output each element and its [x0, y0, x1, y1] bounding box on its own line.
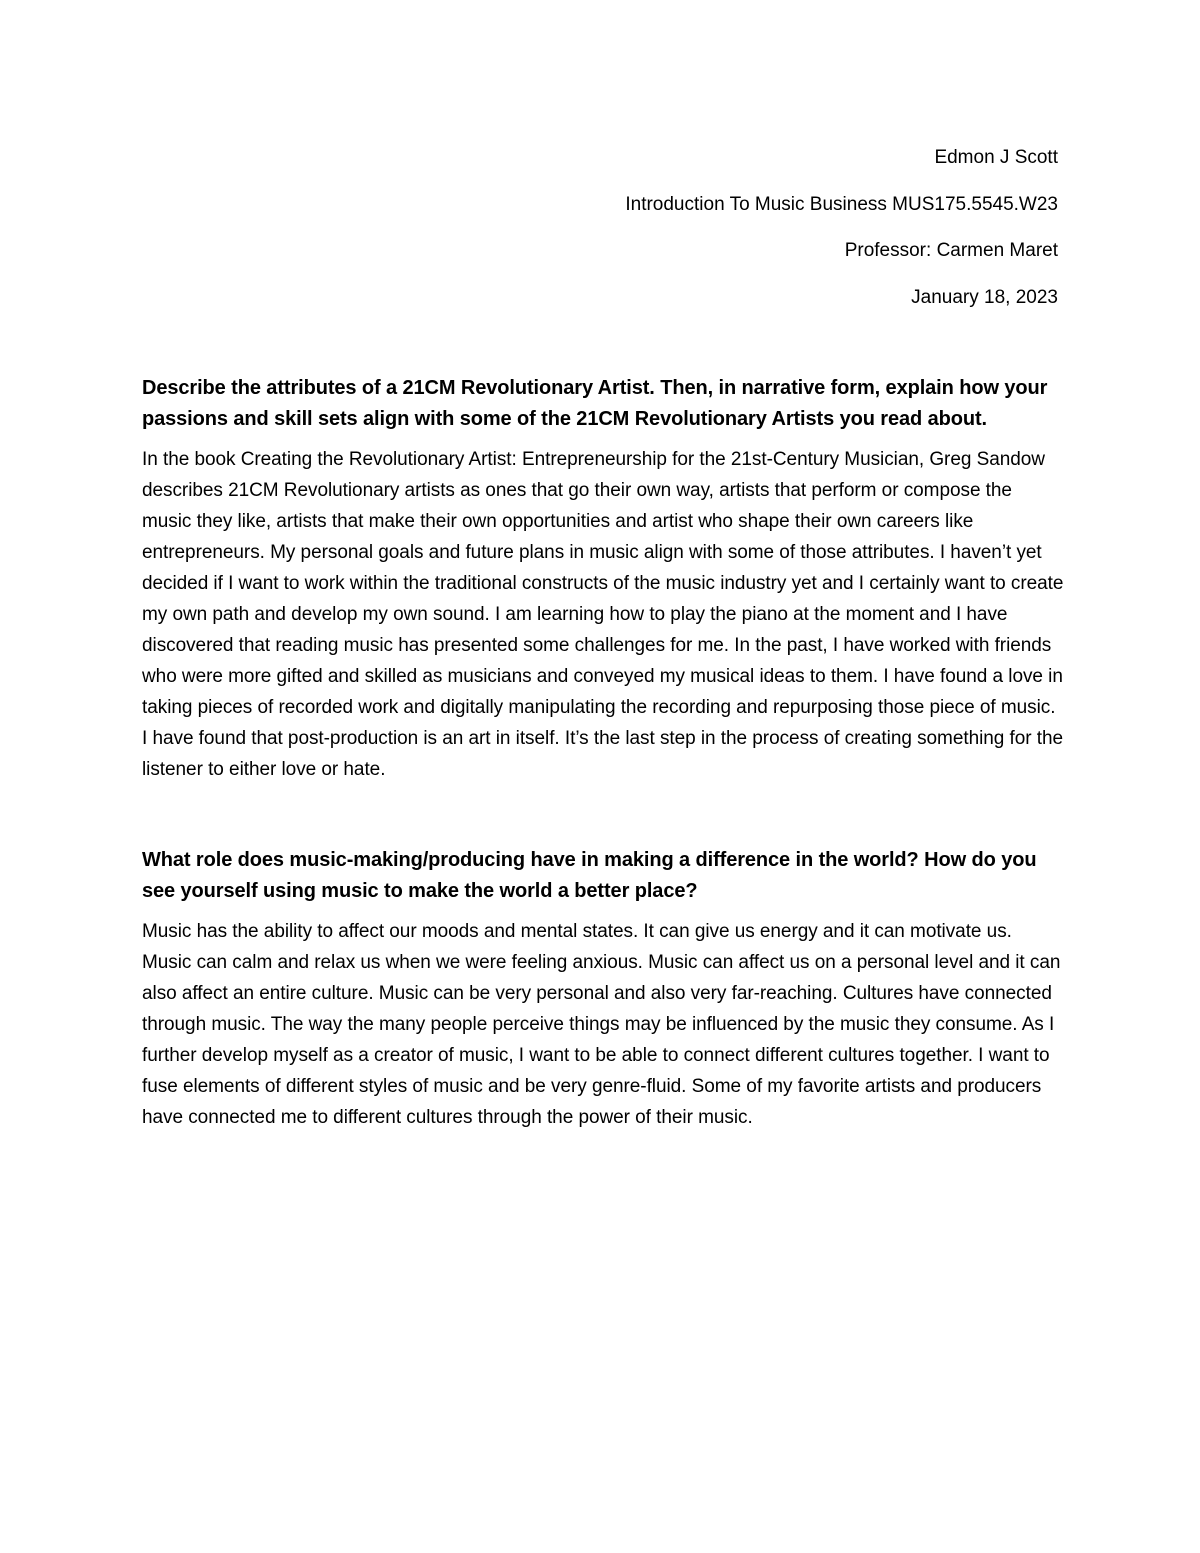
document-date: January 18, 2023	[911, 286, 1058, 308]
section-1-question: Describe the attributes of a 21CM Revolutionary Artist. Then, in narrative form, explain how your passions and skill sets align with some of the 21CM Revolutionary Artists you read about.	[142, 377, 1048, 430]
course-name: Introduction To Music Business MUS175.5545.W23	[625, 193, 1058, 215]
section-1	[142, 373, 1064, 785]
section-2-question: What role does music-making/producing have in making a difference in the world? How do you see yourself using music to make the world a better place?	[142, 849, 1037, 902]
section-2-answer: Music has the ability to affect our moods and mental states. It can give us energy and it can motivate us. Music can calm and relax us when we were feeling anxious. Music can affect us on a personal level and it can also affect an entire culture. Music can be very personal and also very far-reaching. Cultures have connected through music. The way the many people perceive things may be influenced by the music they consume. As I further develop myself as a creator of music, I want to be able to connect different cultures together. I want to fuse elements of different styles of music and be very genre-fluid. Some of my favorite artists and producers have connected me to different cultures through the power of their music.	[142, 921, 1061, 1128]
section-1-answer: In the book Creating the Revolutionary Artist: Entrepreneurship for the 21st-Century Musician, Greg Sandow describes 21CM Revolutionary artists as ones that go their own way, artists that perform or compose the music they like, artists that make their own opportunities and artist who shape their own careers like entrepreneurs. My personal goals and future plans in music align with some of those attributes. I haven’t yet decided if I want to work within the traditional constructs of the music industry yet and I certainly want to create my own path and develop my own sound. I am learning how to play the piano at the moment and I have discovered that reading music has presented some challenges for me. In the past, I have worked with friends who were more gifted and skilled as musicians and conveyed my musical ideas to them. I have found a love in taking pieces of recorded work and digitally manipulating the recording and repurposing those piece of music. I have found that post-production is an art in itself. It’s the last step in the process of creating something for the listener to either love or hate.	[142, 449, 1064, 780]
document-header	[358, 142, 1058, 328]
author-name: Edmon J Scott	[934, 147, 1058, 168]
document-body	[142, 373, 1064, 1133]
professor-name: Professor: Carmen Maret	[844, 240, 1058, 261]
section-2	[142, 845, 1064, 1133]
